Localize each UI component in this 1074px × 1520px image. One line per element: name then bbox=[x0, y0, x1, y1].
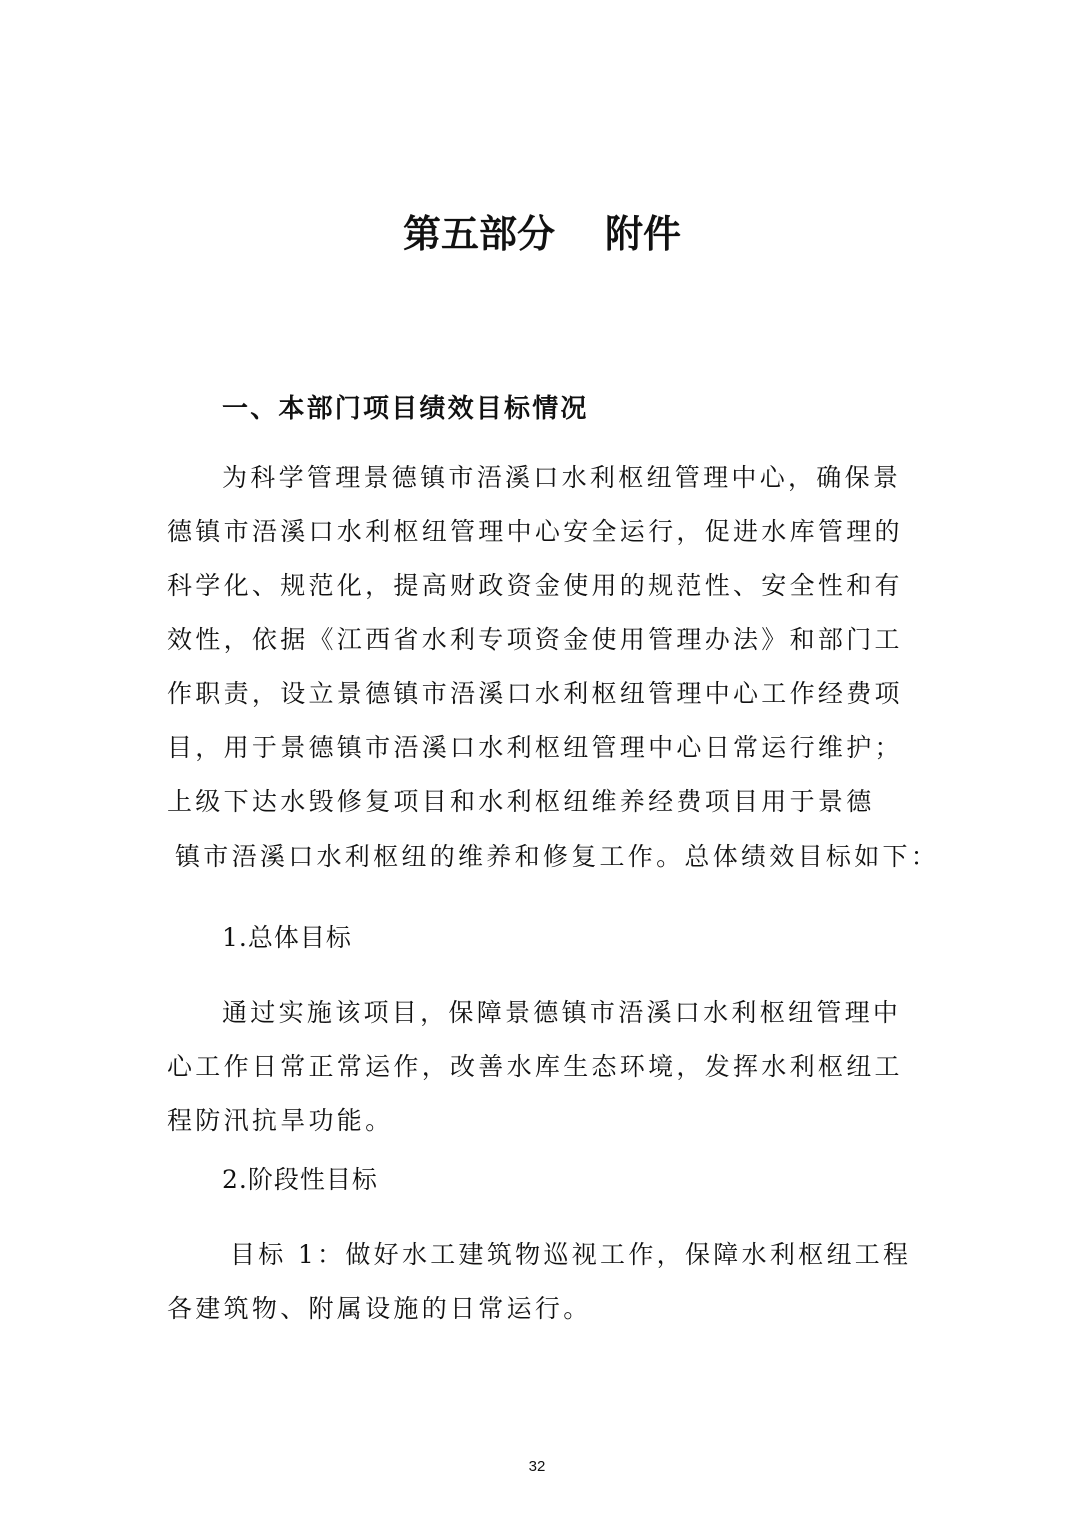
paragraph-line: 作职责，设立景德镇市浯溪口水利枢纽管理中心工作经费项 bbox=[167, 679, 903, 708]
page-title bbox=[403, 203, 681, 258]
paragraph-line: 目，用于景德镇市浯溪口水利枢纽管理中心日常运行维护； bbox=[167, 733, 903, 762]
paragraph-line: 程防汛抗旱功能。 bbox=[167, 1106, 394, 1135]
section-heading: 一、本部门项目绩效目标情况 bbox=[222, 394, 589, 424]
paragraph-line: 德镇市浯溪口水利枢纽管理中心安全运行，促进水库管理的 bbox=[167, 517, 903, 546]
subheading-overall-goal: 1.总体目标 bbox=[222, 923, 352, 952]
page-number: 32 bbox=[528, 1458, 546, 1475]
paragraph-line: 为科学管理景德镇市浯溪口水利枢纽管理中心，确保景 bbox=[222, 463, 902, 492]
paragraph-line: 通过实施该项目，保障景德镇市浯溪口水利枢纽管理中 bbox=[222, 998, 902, 1027]
paragraph-line: 镇市浯溪口水利枢纽的维养和修复工作。总体绩效目标如下： bbox=[175, 842, 940, 871]
title-part: 第五部分 bbox=[403, 212, 556, 256]
paragraph-line: 上级下达水毁修复项目和水利枢纽维养经费项目用于景德 bbox=[167, 787, 875, 816]
subheading-stage-goal: 2.阶段性目标 bbox=[222, 1165, 378, 1194]
paragraph-line: 心工作日常正常运作，改善水库生态环境，发挥水利枢纽工 bbox=[167, 1052, 903, 1081]
paragraph-line: 目标 1：做好水工建筑物巡视工作，保障水利枢纽工程 bbox=[230, 1240, 912, 1269]
title-name: 附件 bbox=[605, 212, 682, 256]
paragraph-line: 科学化、规范化，提高财政资金使用的规范性、安全性和有 bbox=[167, 571, 903, 600]
paragraph-line: 效性，依据《江西省水利专项资金使用管理办法》和部门工 bbox=[167, 625, 903, 654]
paragraph-line: 各建筑物、附属设施的日常运行。 bbox=[167, 1294, 592, 1323]
